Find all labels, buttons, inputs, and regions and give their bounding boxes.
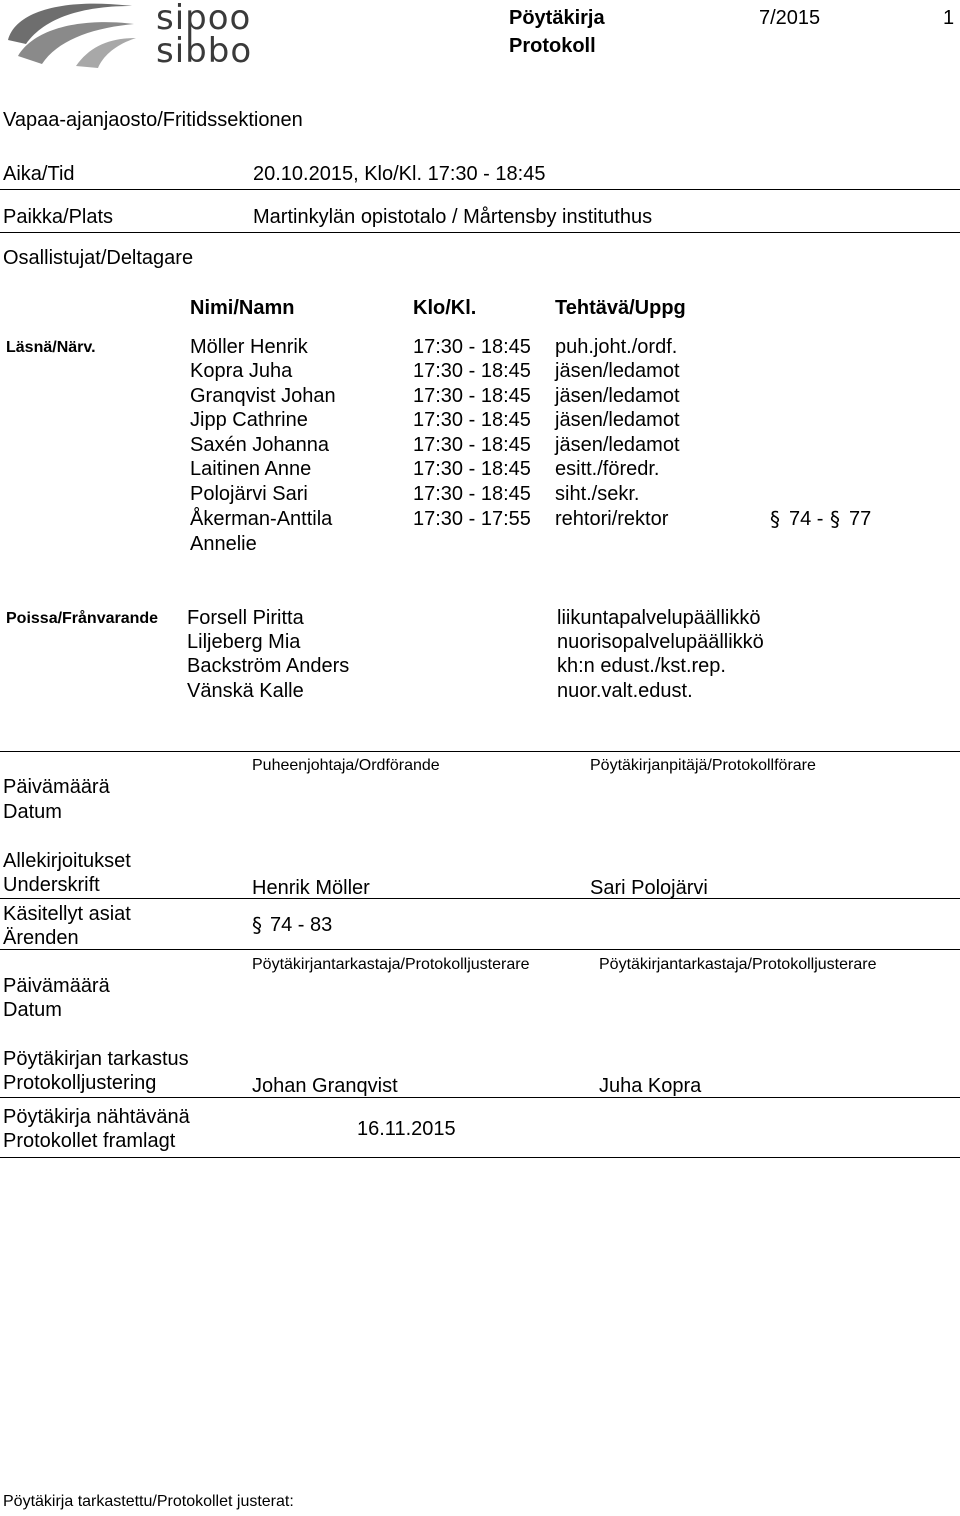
absent-name: Vänskä Kalle <box>187 680 304 702</box>
time-label: Aika/Tid <box>3 163 75 185</box>
logo-text-sibbo: sibbo <box>156 31 253 71</box>
present-role: jäsen/ledamot <box>555 409 680 431</box>
check-label-sv: Protokolljustering <box>3 1072 157 1094</box>
present-role: puh.joht./ordf. <box>555 336 678 358</box>
items-label-sv: Ärenden <box>3 927 79 949</box>
display-date: 16.11.2015 <box>357 1118 456 1140</box>
section-sign-icon: § <box>252 913 262 937</box>
chair-name: Henrik Möller <box>252 877 370 899</box>
page-number: 1 <box>943 7 955 29</box>
secretary-title: Pöytäkirjanpitäjä/Protokollförare <box>590 757 816 774</box>
divider-signatures <box>0 898 960 899</box>
present-time: 17:30 - 18:45 <box>413 336 531 358</box>
sign-label-fi: Allekirjoitukset <box>3 850 131 872</box>
col-header-name: Nimi/Namn <box>190 297 295 319</box>
time-value: 20.10.2015, Klo/Kl. 17:30 - 18:45 <box>253 163 546 185</box>
present-role: jäsen/ledamot <box>555 360 680 382</box>
participants-label: Osallistujat/Deltagare <box>3 247 194 269</box>
organ-title: Vapaa-ajanjaosto/Fritidssektionen <box>3 109 303 131</box>
date-label-sv: Datum <box>3 801 62 823</box>
divider-check <box>0 1097 960 1098</box>
check-label-fi: Pöytäkirjan tarkastus <box>3 1048 189 1070</box>
col-header-time: Klo/Kl. <box>413 297 477 319</box>
present-name: Laitinen Anne <box>190 458 312 480</box>
present-name: Saxén Johanna <box>190 434 330 456</box>
date2-label-sv: Datum <box>3 999 62 1021</box>
present-name: Åkerman-Anttila <box>190 508 333 530</box>
display-label-fi: Pöytäkirja nähtävänä <box>3 1106 190 1128</box>
present-name: Granqvist Johan <box>190 385 336 407</box>
present-role: esitt./föredr. <box>555 458 660 480</box>
checker-name-2: Juha Kopra <box>599 1075 702 1097</box>
sign-label-sv: Underskrift <box>3 874 100 896</box>
present-section-to: 77 <box>849 508 872 530</box>
divider-signatures-top <box>0 751 960 752</box>
absent-role: nuorisopalvelupäällikkö <box>557 631 764 653</box>
divider-time <box>0 189 960 190</box>
items-value: 74 - 83 <box>270 914 333 936</box>
present-time: 17:30 - 18:45 <box>413 385 531 407</box>
doc-type-fi: Pöytäkirja <box>509 7 605 29</box>
divider-place <box>0 232 960 233</box>
present-name: Polojärvi Sari <box>190 483 308 505</box>
present-time: 17:30 - 18:45 <box>413 458 531 480</box>
present-time: 17:30 - 18:45 <box>413 360 531 382</box>
secretary-name: Sari Polojärvi <box>590 877 708 899</box>
date-label-fi: Päivämäärä <box>3 776 110 798</box>
absent-name: Forsell Piritta <box>187 607 304 629</box>
absent-role: nuor.valt.edust. <box>557 680 693 702</box>
section-sign-icon: § <box>830 507 840 531</box>
present-time: 17:30 - 17:55 <box>413 508 531 530</box>
date2-label-fi: Päivämäärä <box>3 975 110 997</box>
present-role: rehtori/rektor <box>555 508 669 530</box>
present-role: jäsen/ledamot <box>555 434 680 456</box>
present-role: jäsen/ledamot <box>555 385 680 407</box>
items-label-fi: Käsitellyt asiat <box>3 903 131 925</box>
absent-role: kh:n edust./kst.rep. <box>557 655 726 677</box>
section-sign-icon: § <box>770 507 780 531</box>
logo-swoosh-icon <box>6 0 138 70</box>
meeting-number: 7/2015 <box>759 7 821 29</box>
present-section-from: 74 - <box>789 508 824 530</box>
sipoo-sibbo-logo <box>6 0 256 72</box>
present-time: 17:30 - 18:45 <box>413 409 531 431</box>
footer-note: Pöytäkirja tarkastettu/Protokollet justerat: <box>3 1493 294 1510</box>
checker-name-1: Johan Granqvist <box>252 1075 398 1097</box>
divider-items <box>0 949 960 950</box>
place-label: Paikka/Plats <box>3 206 114 228</box>
absent-role: liikuntapalvelupäällikkö <box>557 607 761 629</box>
absent-name: Backström Anders <box>187 655 350 677</box>
present-time: 17:30 - 18:45 <box>413 434 531 456</box>
col-header-role: Tehtävä/Uppg <box>555 297 686 319</box>
chair-title: Puheenjohtaja/Ordförande <box>252 757 440 774</box>
present-name: Kopra Juha <box>190 360 293 382</box>
present-label: Läsnä/Närv. <box>6 339 96 356</box>
checker-title-1: Pöytäkirjantarkastaja/Protokolljusterare <box>252 956 530 973</box>
doc-type-sv: Protokoll <box>509 35 596 57</box>
checker-title-2: Pöytäkirjantarkastaja/Protokolljusterare <box>599 956 877 973</box>
divider-display <box>0 1157 960 1158</box>
present-time: 17:30 - 18:45 <box>413 483 531 505</box>
absent-name: Liljeberg Mia <box>187 631 301 653</box>
present-name: Jipp Cathrine <box>190 409 308 431</box>
present-role: siht./sekr. <box>555 483 640 505</box>
place-value: Martinkylän opistotalo / Mårtensby instituthus <box>253 206 653 228</box>
present-name: Möller Henrik <box>190 336 308 358</box>
absent-label: Poissa/Frånvarande <box>6 610 159 627</box>
present-name-cont: Annelie <box>190 533 257 555</box>
display-label-sv: Protokollet framlagt <box>3 1130 176 1152</box>
logo-text-sipoo: sipoo <box>156 0 252 38</box>
